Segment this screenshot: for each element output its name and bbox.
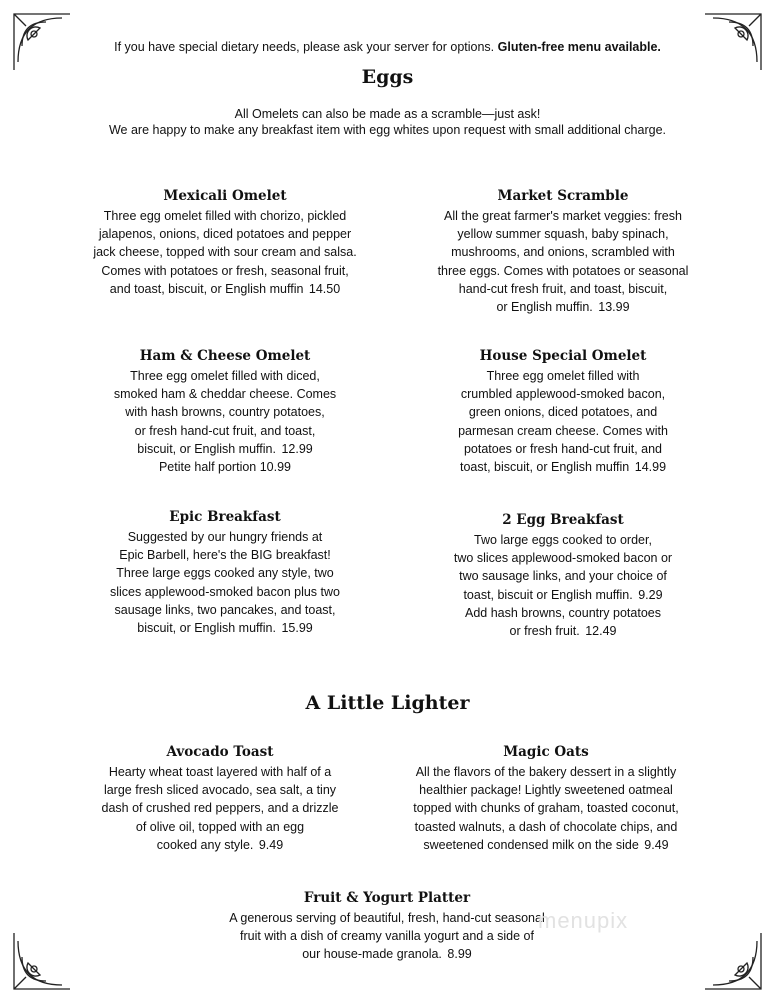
item-name: House Special Omelet xyxy=(479,348,647,364)
item-price: 14.50 xyxy=(308,281,341,296)
item-description: All the great farmer's market veggies: fresh yellow summer squash, baby spinach, mushrooms, and onions, scrambled with three eggs. Comes with potatoes or seasonal hand-cut fresh fruit, and toast, biscuit, or English muffin. 13.99 xyxy=(437,209,689,315)
item-price: 12.99 xyxy=(281,441,313,456)
eggs-intro-line: All Omelets can also be made as a scramble—just ask! xyxy=(234,107,541,121)
item-price: 13.99 xyxy=(598,300,630,315)
item-extra-price: 12.49 xyxy=(585,624,617,639)
item-description: Three egg omelet filled with crumbled applewood-smoked bacon, green onions, diced potatoes, and parmesan cream cheese. Comes with potatoes or fresh hand-cut fruit, and toast, biscuit, or English muffin 14.99 xyxy=(458,369,668,475)
corner-ornament-icon xyxy=(701,929,765,993)
gluten-free-note: Gluten-free menu available. xyxy=(497,40,661,54)
item-price: 9.49 xyxy=(644,837,669,852)
item-name: Mexicali Omelet xyxy=(163,188,287,204)
menu-item-market-scramble xyxy=(403,188,723,316)
item-name: Epic Breakfast xyxy=(169,509,281,525)
item-name: 2 Egg Breakfast xyxy=(502,512,624,528)
menu-item-2-egg-breakfast xyxy=(403,512,723,640)
section-title-lighter: A Little Lighter xyxy=(305,692,470,714)
menu-item-mexicali-omelet xyxy=(65,188,385,298)
section-title-eggs: Eggs xyxy=(361,66,414,88)
eggs-intro-line: We are happy to make any breakfast item with egg whites upon request with small additional charge. xyxy=(108,123,666,137)
menu-item-ham-cheese-omelet xyxy=(65,348,385,476)
item-extra: Add hash browns, country potatoes or fresh fruit. 12.49 xyxy=(465,605,661,639)
menu-item-fruit-yogurt-platter xyxy=(192,890,582,964)
item-extra: Petite half portion 10.99 xyxy=(158,460,292,475)
item-price: 15.99 xyxy=(281,621,313,636)
menu-item-house-special-omelet xyxy=(403,348,723,476)
item-description: Hearty wheat toast layered with half of a large fresh sliced avocado, sea salt, a tiny dash of crushed red peppers, and a drizzle of olive oil, topped with an egg cooked any style. 9.49 xyxy=(101,765,339,852)
item-price: 14.99 xyxy=(634,460,667,475)
item-description: Suggested by our hungry friends at Epic Barbell, here's the BIG breakfast! Three large eggs cooked any style, two slices applewood-smoked bacon plus two sausage links, two pancakes, and toast, biscuit, or English muffin. 15.99 xyxy=(110,530,340,636)
dietary-notice xyxy=(0,40,775,54)
item-description: A generous serving of beautiful, fresh, hand-cut seasonal fruit with a dish of creamy vanilla yogurt and a side of our house-made granola. 8.99 xyxy=(229,911,545,962)
item-description: All the flavors of the bakery dessert in a slightly healthier package! Lightly sweetened oatmeal topped with chunks of graham, toasted coconut, toasted walnuts, a dash of chocolate chips, and sweetened condensed milk on the side 9.49 xyxy=(413,765,679,852)
corner-ornament-icon xyxy=(10,929,74,993)
item-description: Three egg omelet filled with diced, smoked ham & cheddar cheese. Comes with hash browns, country potatoes, or fresh hand-cut fruit, and toast, biscuit, or English muffin. 12.99 xyxy=(113,369,337,456)
menu-item-avocado-toast xyxy=(55,744,385,854)
item-price: 9.29 xyxy=(638,587,663,602)
item-name: Avocado Toast xyxy=(166,744,274,760)
item-name: Ham & Cheese Omelet xyxy=(139,348,311,364)
menu-item-magic-oats xyxy=(381,744,711,854)
watermark: menupix xyxy=(538,908,629,933)
item-name: Magic Oats xyxy=(503,744,589,760)
item-name: Fruit & Yogurt Platter xyxy=(303,890,471,906)
item-price: 8.99 xyxy=(447,947,472,962)
eggs-intro xyxy=(0,106,775,138)
item-name: Market Scramble xyxy=(497,188,629,204)
item-description: Two large eggs cooked to order, two slices applewood-smoked bacon or two sausage links, and your choice of toast, biscuit or English muffin. 9.29 xyxy=(453,533,673,602)
item-description: Three egg omelet filled with chorizo, pickled jalapenos, onions, diced potatoes and pepper jack cheese, topped with sour cream and salsa. Comes with potatoes or fresh, seasonal fruit, and toast, biscuit, or English muffin 14.50 xyxy=(93,209,357,296)
menu-item-epic-breakfast xyxy=(65,509,385,637)
dietary-notice-text: If you have special dietary needs, please ask your server for options. xyxy=(114,40,495,54)
item-price: 9.49 xyxy=(258,837,284,852)
